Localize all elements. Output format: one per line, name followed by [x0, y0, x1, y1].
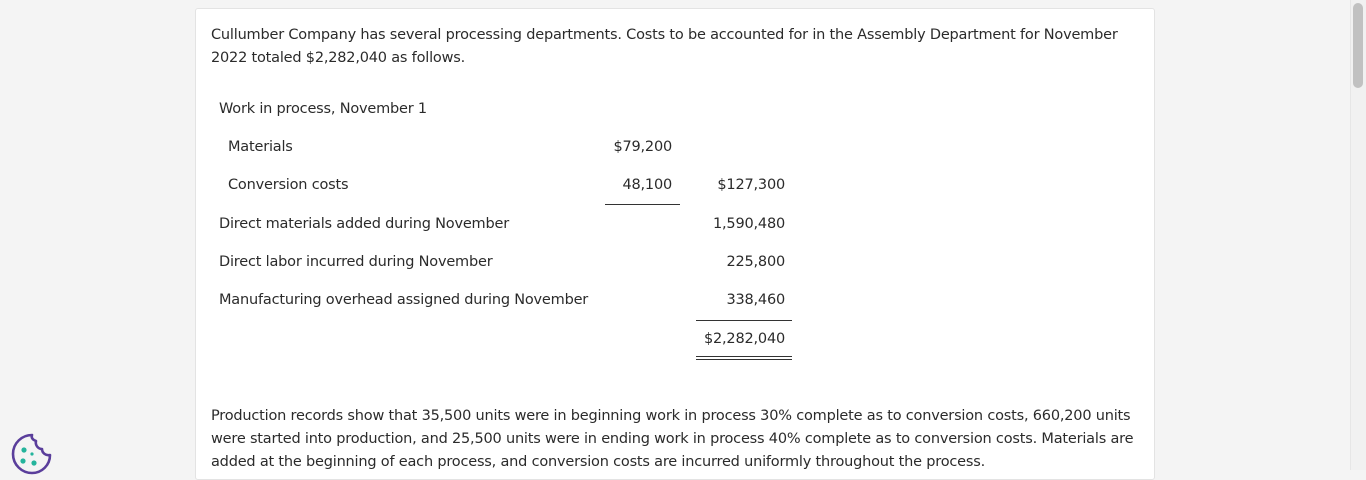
materials-value: $79,200 — [613, 139, 672, 155]
page-scrollbar[interactable] — [1350, 0, 1366, 470]
production-text: Production records show that 35,500 units were in beginning work in process 30% complete as to conversion costs, 660,200 units were started into production, and 25,500 units were in ending work in process 40% complete as to conversion costs. Materials are added at the beginning of each process, and conversion costs are incurred uniformly throughout the process. — [211, 408, 1134, 470]
moh-value: 338,460 — [726, 292, 785, 308]
conversion-value: 48,100 — [622, 177, 672, 193]
dm-value: 1,590,480 — [713, 216, 785, 232]
scrollbar-thumb[interactable] — [1353, 3, 1363, 88]
conversion-label: Conversion costs — [228, 177, 349, 193]
double-rule-top — [696, 356, 792, 357]
dm-label: Direct materials added during November — [219, 216, 509, 232]
wip-label: Work in process, November 1 — [219, 101, 427, 117]
total-rule — [696, 320, 792, 321]
double-rule-bottom — [696, 359, 792, 360]
cookie-icon[interactable] — [10, 432, 54, 476]
dl-value: 225,800 — [726, 254, 785, 270]
intro-text: Cullumber Company has several processing departments. Costs to be accounted for in the Assembly Department for November 2022 totaled $2,282,040 as follows. — [211, 27, 1118, 66]
moh-label: Manufacturing overhead assigned during November — [219, 292, 589, 308]
dl-label: Direct labor incurred during November — [219, 254, 493, 270]
wip-total-value: $127,300 — [717, 177, 785, 193]
subtotal-rule — [605, 204, 680, 205]
grand-total-value: $2,282,040 — [703, 331, 785, 347]
materials-label: Materials — [228, 139, 293, 155]
problem-card — [195, 8, 1155, 480]
